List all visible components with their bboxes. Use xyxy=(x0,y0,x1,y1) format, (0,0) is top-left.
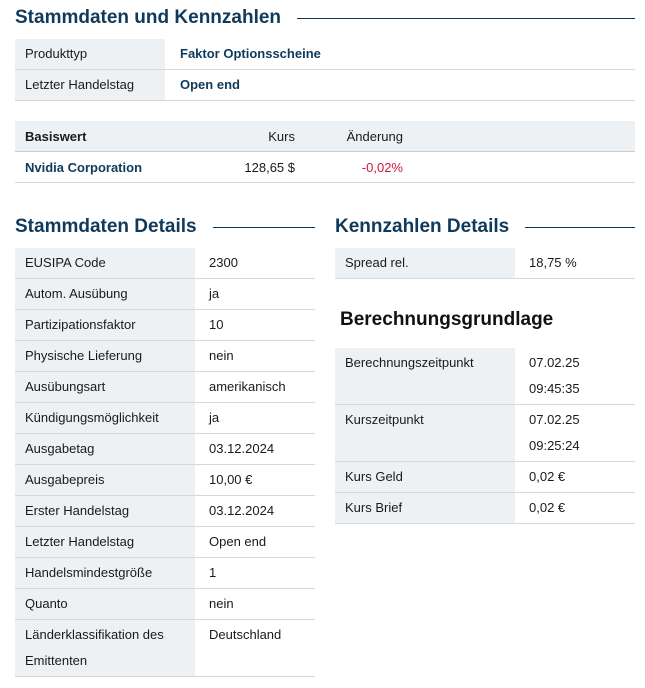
row-value: nein xyxy=(209,596,234,611)
table-row xyxy=(335,462,635,493)
row-value xyxy=(515,348,580,404)
value-date: 07.02.25 xyxy=(529,355,580,370)
row-label: Berechnungszeitpunkt xyxy=(335,348,515,404)
row-value: 1 xyxy=(209,565,217,580)
table-row xyxy=(15,70,635,101)
stammdaten-kennzahlen-section xyxy=(15,6,635,101)
kennzahlen-table xyxy=(335,248,635,279)
row-label: Ausgabetag xyxy=(15,434,195,464)
row-label: Kurs Brief xyxy=(335,493,515,523)
table-row xyxy=(15,434,315,465)
row-label: Produkttyp xyxy=(15,39,165,69)
row-label: Spread rel. xyxy=(335,248,515,278)
section-title: Stammdaten Details xyxy=(15,216,197,237)
row-value: 0,02 € xyxy=(529,469,566,484)
row-value: Deutschland xyxy=(209,627,282,642)
row-label: Autom. Ausübung xyxy=(15,279,195,309)
row-value: nein xyxy=(209,348,234,363)
row-label: Partizipationsfaktor xyxy=(15,310,195,340)
berechnungsgrundlage-section xyxy=(335,308,635,524)
row-label: Letzter Handelstag xyxy=(15,527,195,557)
value-time: 09:45:35 xyxy=(529,381,580,396)
table-row xyxy=(335,348,635,405)
table-row xyxy=(15,620,315,677)
subsection-title: Berechnungsgrundlage xyxy=(340,309,554,330)
row-value: 18,75 % xyxy=(529,255,577,270)
table-row xyxy=(15,496,315,527)
row-value: ja xyxy=(209,410,220,425)
table-row xyxy=(15,248,315,279)
header-aenderung: Änderung xyxy=(346,128,403,144)
table-row xyxy=(15,279,315,310)
section-title: Stammdaten und Kennzahlen xyxy=(15,7,282,28)
kennzahlen-details-section xyxy=(335,216,635,279)
value-date: 07.02.25 xyxy=(529,412,580,427)
calculation-table xyxy=(335,348,635,524)
row-value: 0,02 € xyxy=(529,500,566,515)
table-row xyxy=(15,465,315,496)
row-label: Kurszeitpunkt xyxy=(335,405,515,461)
header-kurs: Kurs xyxy=(268,128,295,144)
row-value: Open end xyxy=(180,77,240,92)
row-label-line-1: Länderklassifikation des xyxy=(25,627,164,642)
row-label: Letzter Handelstag xyxy=(15,70,165,100)
section-title-row xyxy=(15,216,315,238)
table-row xyxy=(15,152,635,183)
table-row xyxy=(15,310,315,341)
table-row xyxy=(15,39,635,70)
row-label: Physische Lieferung xyxy=(15,341,195,371)
table-row xyxy=(15,558,315,589)
value-time: 09:25:24 xyxy=(529,438,580,453)
row-label-line-2: Emittenten xyxy=(25,653,88,668)
header-basiswert: Basiswert xyxy=(25,128,87,144)
row-label: Handelsmindestgröße xyxy=(15,558,195,588)
section-title: Kennzahlen Details xyxy=(335,216,510,237)
table-row xyxy=(335,405,635,462)
section-title-row xyxy=(335,216,635,238)
stammdaten-details-section xyxy=(15,216,315,677)
table-row xyxy=(335,248,635,279)
table-row xyxy=(335,493,635,524)
row-label: EUSIPA Code xyxy=(15,248,195,278)
row-value: 03.12.2024 xyxy=(209,441,275,456)
table-header xyxy=(15,121,635,152)
row-value: 2300 xyxy=(209,255,238,270)
title-divider xyxy=(297,18,635,19)
row-value: amerikanisch xyxy=(209,379,286,394)
row-value: ja xyxy=(209,286,220,301)
row-value xyxy=(515,405,580,461)
table-row xyxy=(15,589,315,620)
row-label: Ausgabepreis xyxy=(15,465,195,495)
row-label: Quanto xyxy=(15,589,195,619)
row-label xyxy=(15,620,195,676)
table-row xyxy=(15,527,315,558)
row-value: 03.12.2024 xyxy=(209,503,275,518)
details-table xyxy=(15,248,315,677)
underlying-price: 128,65 $ xyxy=(244,159,295,175)
row-value: 10 xyxy=(209,317,224,332)
row-label: Ausübungsart xyxy=(15,372,195,402)
title-divider xyxy=(213,227,315,228)
underlying-change: -0,02% xyxy=(361,159,403,175)
section-title-row xyxy=(15,6,635,30)
row-label: Erster Handelstag xyxy=(15,496,195,526)
row-value: Open end xyxy=(209,534,267,549)
title-divider xyxy=(525,227,635,228)
table-row xyxy=(15,372,315,403)
row-value: 10,00 € xyxy=(209,472,253,487)
product-overview-table xyxy=(15,39,635,101)
table-row xyxy=(15,403,315,434)
row-label: Kurs Geld xyxy=(335,462,515,492)
underlying-table xyxy=(15,121,635,183)
product-type-link[interactable]: Faktor Optionsscheine xyxy=(180,46,321,61)
row-label: Kündigungsmöglichkeit xyxy=(15,403,195,433)
underlying-name-link[interactable]: Nvidia Corporation xyxy=(25,159,143,175)
table-row xyxy=(15,341,315,372)
